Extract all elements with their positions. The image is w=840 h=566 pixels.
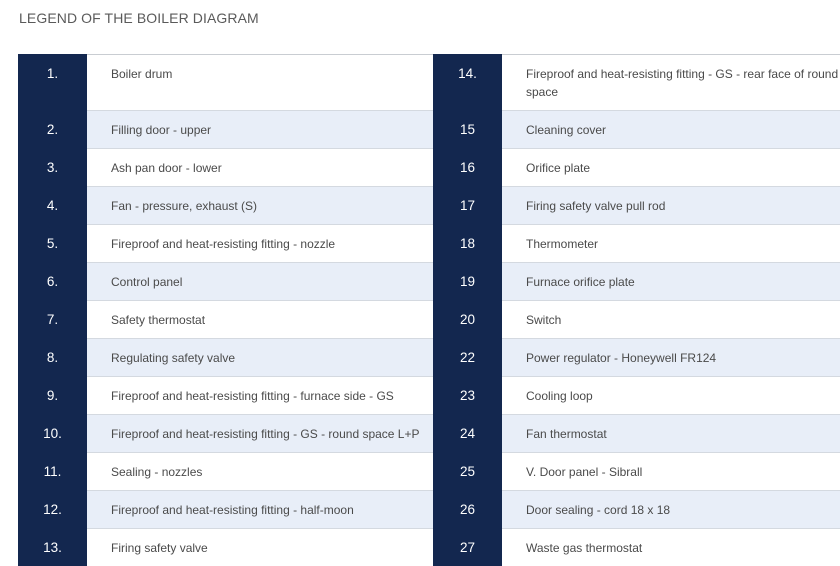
item-description: Fireproof and heat-resisting fitting - half-moon [87,491,433,529]
item-number: 8. [18,339,87,377]
item-number: 16 [433,149,502,187]
item-number: 27 [433,529,502,566]
table-row [18,339,840,377]
item-number: 13. [18,529,87,566]
table-row [18,415,840,453]
item-description: Thermometer [502,225,840,263]
item-description: Cooling loop [502,377,840,415]
table-row [18,377,840,415]
table-row [18,491,840,529]
item-number: 6. [18,263,87,301]
item-number: 4. [18,187,87,225]
item-description: Firing safety valve [87,529,433,566]
item-number: 5. [18,225,87,263]
item-number: 17 [433,187,502,225]
item-number: 22 [433,339,502,377]
item-description: Filling door - upper [87,111,433,149]
table-row [18,149,840,187]
table-row [18,453,840,491]
item-number: 26 [433,491,502,529]
item-number: 12. [18,491,87,529]
item-description: Fan thermostat [502,415,840,453]
item-description: Power regulator - Honeywell FR124 [502,339,840,377]
item-number: 2. [18,111,87,149]
item-number: 18 [433,225,502,263]
page-title: LEGEND OF THE BOILER DIAGRAM [19,10,259,26]
table-row [18,225,840,263]
item-description: Fan - pressure, exhaust (S) [87,187,433,225]
item-number: 1. [18,55,87,111]
item-description: V. Door panel - Sibrall [502,453,840,491]
item-description: Orifice plate [502,149,840,187]
item-number: 11. [18,453,87,491]
item-description: Fireproof and heat-resisting fitting - furnace side - GS [87,377,433,415]
item-description: Safety thermostat [87,301,433,339]
table-row [18,263,840,301]
item-description: Fireproof and heat-resisting fitting - nozzle [87,225,433,263]
item-number: 24 [433,415,502,453]
legend-body [18,55,840,566]
item-description: Control panel [87,263,433,301]
item-description: Waste gas thermostat [502,529,840,566]
item-number: 20 [433,301,502,339]
item-number: 7. [18,301,87,339]
item-description: Furnace orifice plate [502,263,840,301]
table-row [18,301,840,339]
table-row [18,111,840,149]
item-number: 3. [18,149,87,187]
table-row [18,55,840,111]
item-description: Sealing - nozzles [87,453,433,491]
item-description: Boiler drum [87,55,433,111]
item-number: 14. [433,55,502,111]
item-description: Regulating safety valve [87,339,433,377]
item-description: Fireproof and heat-resisting fitting - GS - rear face of round space [502,55,840,111]
item-number: 10. [18,415,87,453]
item-description: Cleaning cover [502,111,840,149]
item-description: Ash pan door - lower [87,149,433,187]
item-description: Fireproof and heat-resisting fitting - GS - round space L+P [87,415,433,453]
table-row [18,529,840,566]
item-number: 15 [433,111,502,149]
item-number: 25 [433,453,502,491]
item-description: Door sealing - cord 18 x 18 [502,491,840,529]
item-description: Switch [502,301,840,339]
item-description: Firing safety valve pull rod [502,187,840,225]
table-row [18,187,840,225]
legend-table [18,54,840,566]
item-number: 19 [433,263,502,301]
item-number: 23 [433,377,502,415]
item-number: 9. [18,377,87,415]
